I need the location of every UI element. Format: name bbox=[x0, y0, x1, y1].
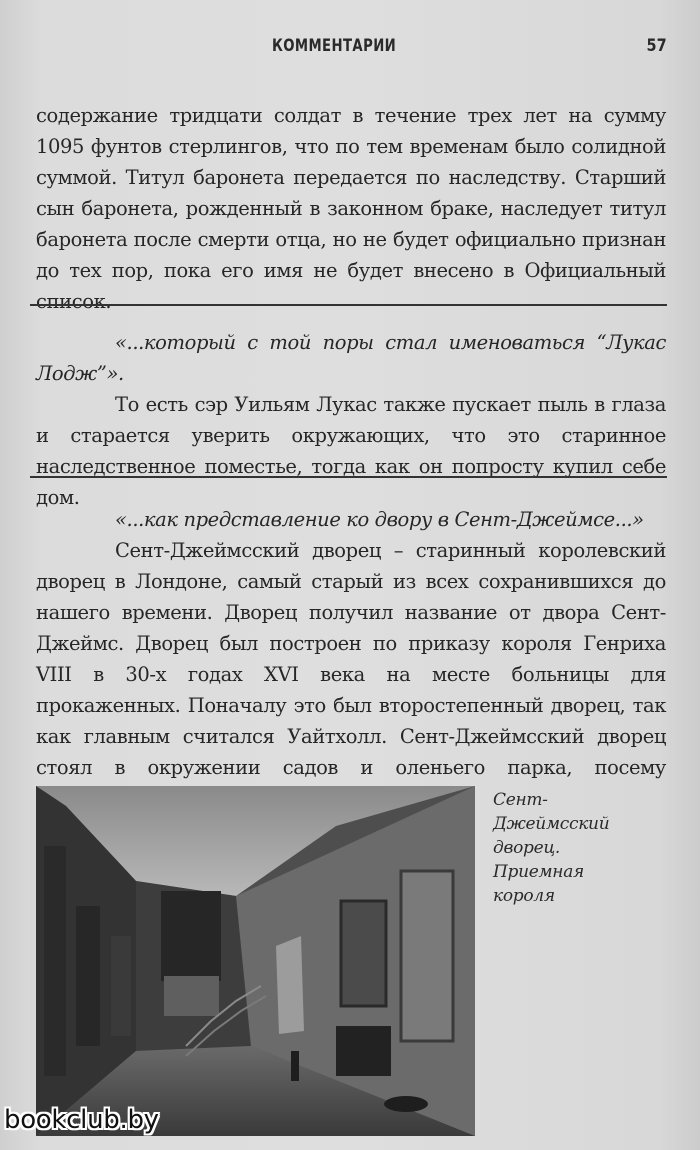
comment-block-2 bbox=[36, 327, 666, 513]
figure-caption: Сент-Джеймсский дворец. Приемная короля bbox=[493, 790, 610, 906]
watermark-text: bookclub.by bbox=[4, 1105, 159, 1135]
comment-block-1 bbox=[36, 100, 666, 317]
palace-engraving-image bbox=[36, 786, 475, 1136]
running-title: КОММЕНТАРИИ bbox=[272, 36, 397, 56]
paragraph-st-james-palace: Сент-Джеймсский дворец – старинный королевский дворец в Лондоне, самый старый из всех сохранившихся до нашего времени. Дворец получил название от двора Сент-Джеймс. Дворец был построен по приказу короля Генриха VIII в 30-х годах XVI века на месте больницы для прокаженных. Поначалу это был второстепенный дворец, так как главным считался Уайтхолл. Сент-Джеймсский дворец стоял в окружении садов и оленьего парка, посему bbox=[36, 539, 666, 779]
comment-block-3 bbox=[36, 504, 666, 814]
paragraph-baronet: содержание тридцати солдат в течение трех лет на сумму 1095 фунтов стерлингов, что по тем временам было солидной суммой. Титул баронета передается по наследству. Старший сын баронета, рожденный в законном браке, наследует титул баронета после смерти отца, но не будет официально признан до тех пор, пока его имя не будет внесено в Официальный список. bbox=[36, 104, 666, 313]
quote-st-james: «...как представление ко двору в Сент-Джеймсе...» bbox=[115, 508, 644, 531]
divider-rule bbox=[30, 304, 667, 306]
quote-lucas-lodge: «...который с той поры стал именоваться “Лукас Лодж”». bbox=[36, 331, 666, 385]
divider-rule bbox=[30, 476, 667, 478]
page-number: 57 bbox=[646, 36, 667, 56]
paragraph-lucas: То есть сэр Уильям Лукас также пускает пыль в глаза и старается уверить окружающих, что это старинное наследственное поместье, тогда как он попросту купил себе дом. bbox=[36, 393, 666, 509]
